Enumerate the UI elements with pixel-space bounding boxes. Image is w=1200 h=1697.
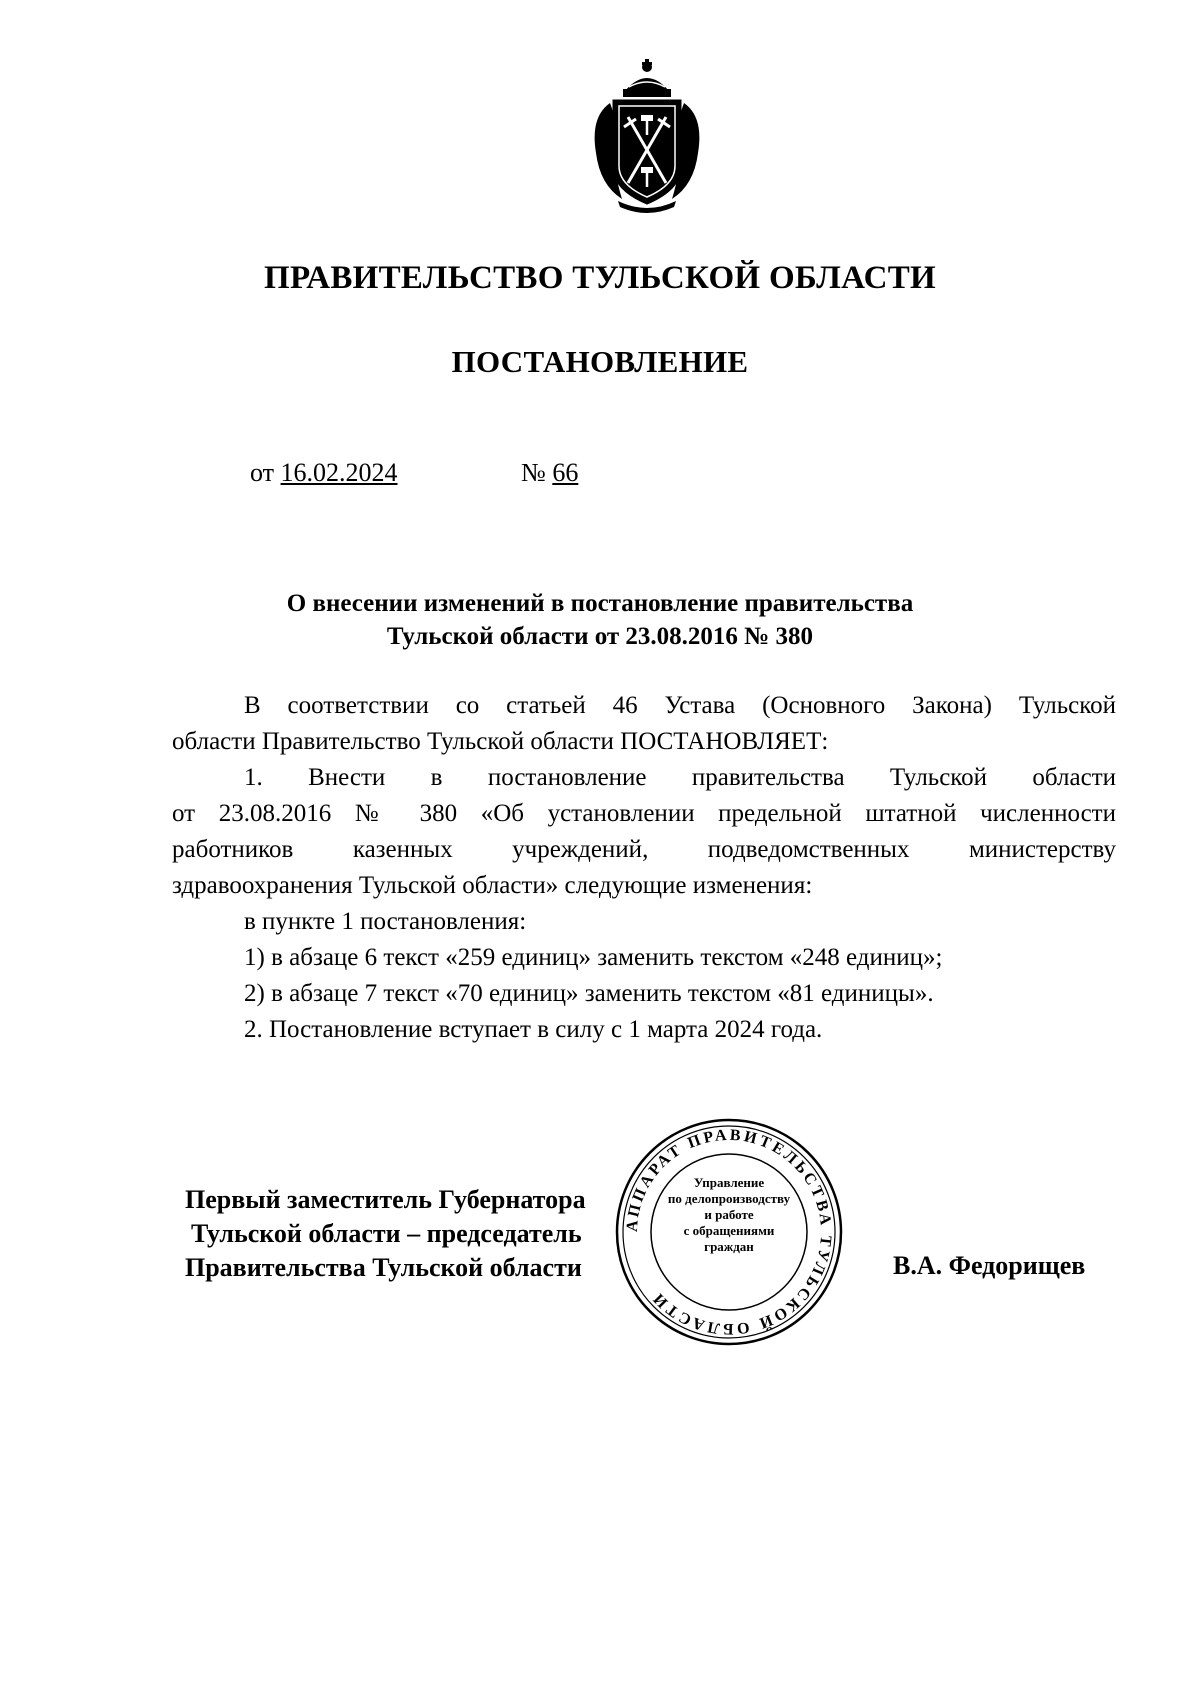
number-value: 66 <box>552 458 579 487</box>
preamble-line-2: области Правительство Тульской области ПОСТАНОВЛЯЕТ: <box>172 728 829 755</box>
item-2: 2. Постановление вступает в силу с 1 марта 2024 года. <box>244 1016 823 1043</box>
number-prefix: № <box>521 458 546 487</box>
clause-line: в пункте 1 постановления: <box>244 908 527 935</box>
document-number <box>521 458 578 488</box>
signatory-title-line-1: Первый заместитель Губернатора <box>185 1185 586 1214</box>
document-body <box>172 688 1116 1048</box>
subitem-2: 2) в абзаце 7 текст «70 единиц» заменить текстом «81 единицы». <box>244 980 934 1007</box>
subject-line-1: О внесении изменений в постановление правительства <box>286 590 914 617</box>
subitem-1: 1) в абзаце 6 текст «259 единиц» заменить текстом «248 единиц»; <box>244 944 943 971</box>
stamp-inner-text <box>645 1175 813 1255</box>
item1-line-1: 1. Внести в постановление правительства Тульской области <box>244 764 1116 791</box>
date-prefix: от <box>250 458 275 487</box>
subject-line-2: Тульской области от 23.08.2016 № 380 <box>386 623 814 650</box>
document-date <box>250 458 398 488</box>
stamp-line-5: граждан <box>704 1239 754 1254</box>
item1-line-2: от 23.08.2016 № 380 «Об установлении предельной штатной численности <box>172 800 1116 827</box>
preamble-line-1: В соответствии со статьей 46 Устава (Основного Закона) Тульской <box>244 692 1116 719</box>
coat-of-arms-emblem <box>588 57 706 217</box>
signatory-title-line-3: Правительства Тульской области <box>185 1253 582 1282</box>
organization-name: ПРАВИТЕЛЬСТВО ТУЛЬСКОЙ ОБЛАСТИ <box>264 260 936 296</box>
document-type: ПОСТАНОВЛЕНИЕ <box>451 344 749 379</box>
signatory-name: В.А. Федорищев <box>893 1251 1086 1280</box>
stamp-line-4: с обращениями <box>683 1223 775 1238</box>
signatory-title-line-2: Тульской области – председатель <box>191 1219 582 1248</box>
signatory-title <box>185 1183 586 1285</box>
item1-line-4: здравоохранения Тульской области» следующие изменения: <box>172 872 813 899</box>
svg-text:АППАРАТ ПРАВИТЕЛЬСТВА ТУЛЬСКОЙ: АППАРАТ ПРАВИТЕЛЬСТВА ТУЛЬСКОЙ ОБЛАСТИ <box>623 1126 835 1338</box>
stamp-line-1: Управление <box>693 1175 765 1190</box>
stamp-line-2: по делопроизводству <box>667 1191 791 1206</box>
stamp-line-3: и работе <box>704 1207 754 1222</box>
date-value: 16.02.2024 <box>280 458 398 487</box>
item1-line-3: работников казенных учреждений, подведомственных министерству <box>172 836 1116 863</box>
